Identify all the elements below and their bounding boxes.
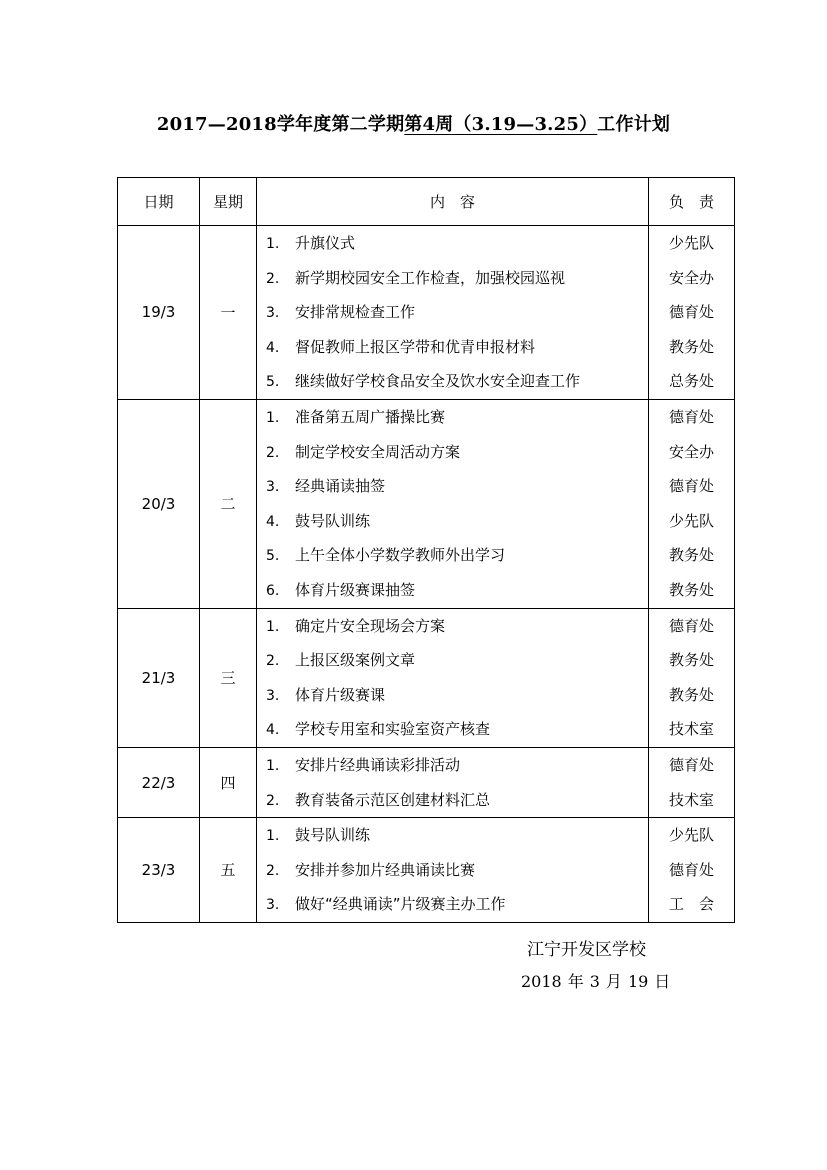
date-day-unit: 日	[654, 972, 671, 991]
title-suffix: 工作计划	[597, 114, 671, 135]
task-item	[257, 712, 648, 747]
task-owner: 技术室	[668, 790, 714, 809]
task-text: 学校专用室和实验室资产核查	[295, 720, 491, 739]
task-list	[257, 608, 649, 747]
task-item	[257, 643, 648, 678]
owner-list	[649, 747, 735, 817]
task-owner: 教务处	[668, 580, 714, 599]
table-row	[118, 399, 735, 608]
task-owner: 德育处	[668, 477, 714, 496]
task-text: 继续做好学校食品安全及饮水安全迎查工作	[295, 372, 581, 391]
task-owner: 安全办	[668, 268, 714, 287]
header-owner: 负 责	[649, 178, 735, 226]
task-number: 6.	[266, 582, 280, 599]
task-number: 1.	[266, 828, 280, 845]
task-text: 督促教师上报区学带和优青申报材料	[295, 337, 536, 356]
date-month-unit: 月	[605, 972, 622, 991]
task-text: 上午全体小学数学教师外出学习	[295, 546, 506, 565]
task-list	[257, 818, 649, 923]
task-number: 5.	[266, 374, 280, 391]
task-owner: 技术室	[668, 720, 714, 739]
task-text: 体育片级赛课	[295, 685, 386, 704]
date-year: 2018	[521, 972, 562, 991]
task-number: 2.	[266, 444, 280, 461]
task-owner: 德育处	[668, 303, 714, 322]
task-number: 3.	[266, 305, 280, 322]
day-date: 23/3	[118, 818, 200, 923]
task-list	[257, 399, 649, 608]
task-text: 安排并参加片经典诵读比赛	[295, 860, 476, 879]
task-item	[257, 609, 648, 644]
day-weekday: 四	[200, 747, 257, 817]
task-text: 确定片安全现场会方案	[295, 616, 446, 635]
task-item	[257, 295, 648, 330]
task-owner: 少先队	[668, 826, 714, 845]
task-text: 安排片经典诵读彩排活动	[295, 755, 461, 774]
task-list	[257, 226, 649, 400]
day-weekday: 五	[200, 818, 257, 923]
day-weekday: 三	[200, 608, 257, 747]
task-number: 1.	[266, 757, 280, 774]
day-date: 19/3	[118, 226, 200, 400]
task-number: 4.	[266, 339, 280, 356]
task-number: 2.	[266, 792, 280, 809]
task-number: 1.	[266, 409, 280, 426]
task-number: 3.	[266, 687, 280, 704]
task-text: 做好“经典诵读”片级赛主办工作	[295, 895, 506, 914]
task-number: 4.	[266, 722, 280, 739]
task-owner: 少先队	[668, 234, 714, 252]
date-day: 19	[627, 972, 649, 991]
day-weekday: 二	[200, 399, 257, 608]
task-number: 2.	[266, 862, 280, 879]
task-owner: 德育处	[668, 407, 714, 426]
task-item	[257, 678, 648, 713]
task-number: 2.	[266, 270, 280, 287]
task-text: 上报区级案例文章	[295, 651, 416, 670]
task-item	[257, 330, 648, 365]
task-item	[257, 261, 648, 296]
page-title	[0, 110, 827, 136]
day-date: 22/3	[118, 747, 200, 817]
title-week: 第4周（3.19—3.25）	[404, 114, 598, 135]
task-item	[257, 400, 648, 435]
task-number: 1.	[266, 236, 280, 252]
task-owner: 总务处	[668, 372, 714, 391]
owner-list	[649, 608, 735, 747]
date-month: 3	[589, 972, 600, 991]
task-text: 经典诵读抽签	[295, 477, 386, 496]
task-list	[257, 747, 649, 817]
task-owner: 教务处	[668, 337, 714, 356]
task-text: 新学期校园安全工作检查，加强校园巡视	[295, 268, 566, 287]
task-number: 4.	[266, 513, 280, 530]
task-item	[257, 538, 648, 573]
owner-list	[649, 399, 735, 608]
table-row	[118, 747, 735, 817]
task-owner: 少先队	[668, 511, 714, 530]
task-text: 体育片级赛课抽签	[295, 580, 416, 599]
task-item	[257, 887, 648, 922]
table-header-row	[118, 178, 735, 226]
table-row	[118, 818, 735, 923]
task-text: 安排常规检查工作	[295, 303, 416, 322]
task-owner: 工 会	[668, 895, 714, 914]
task-item	[257, 783, 648, 818]
task-item	[257, 435, 648, 470]
owner-list	[649, 226, 735, 400]
header-date: 日期	[118, 178, 200, 226]
task-text: 鼓号队训练	[295, 511, 371, 530]
title-prefix: 2017—2018学年度第二学期	[156, 114, 405, 135]
task-owner: 德育处	[668, 616, 714, 635]
work-plan-table	[117, 177, 735, 923]
task-number: 2.	[266, 653, 280, 670]
task-number: 1.	[266, 618, 280, 635]
task-owner: 教务处	[668, 546, 714, 565]
day-date: 20/3	[118, 399, 200, 608]
task-owner: 教务处	[668, 651, 714, 670]
day-weekday: 一	[200, 226, 257, 400]
task-owner: 安全办	[668, 442, 714, 461]
task-item	[257, 364, 648, 399]
task-item	[257, 504, 648, 539]
task-owner: 德育处	[668, 755, 714, 774]
task-number: 3.	[266, 897, 280, 914]
task-item	[257, 469, 648, 504]
header-weekday: 星期	[200, 178, 257, 226]
task-item	[257, 748, 648, 783]
task-number: 3.	[266, 479, 280, 496]
task-owner: 教务处	[668, 685, 714, 704]
table-row	[118, 226, 735, 400]
task-item	[257, 573, 648, 608]
task-item	[257, 853, 648, 888]
day-date: 21/3	[118, 608, 200, 747]
date-year-unit: 年	[567, 972, 584, 991]
task-text: 教育装备示范区创建材料汇总	[295, 790, 491, 809]
owner-list	[649, 818, 735, 923]
task-owner: 德育处	[668, 860, 714, 879]
task-text: 鼓号队训练	[295, 826, 371, 845]
task-item	[257, 818, 648, 853]
task-text: 升旗仪式	[295, 234, 356, 252]
header-content: 内 容	[257, 178, 649, 226]
task-text: 制定学校安全周活动方案	[295, 442, 461, 461]
table-row	[118, 608, 735, 747]
task-text: 准备第五周广播操比赛	[295, 407, 446, 426]
school-signature: 江宁开发区学校	[527, 940, 646, 960]
signature-date	[521, 969, 676, 992]
task-number: 5.	[266, 548, 280, 565]
table-body	[118, 226, 735, 923]
task-item	[257, 226, 648, 261]
